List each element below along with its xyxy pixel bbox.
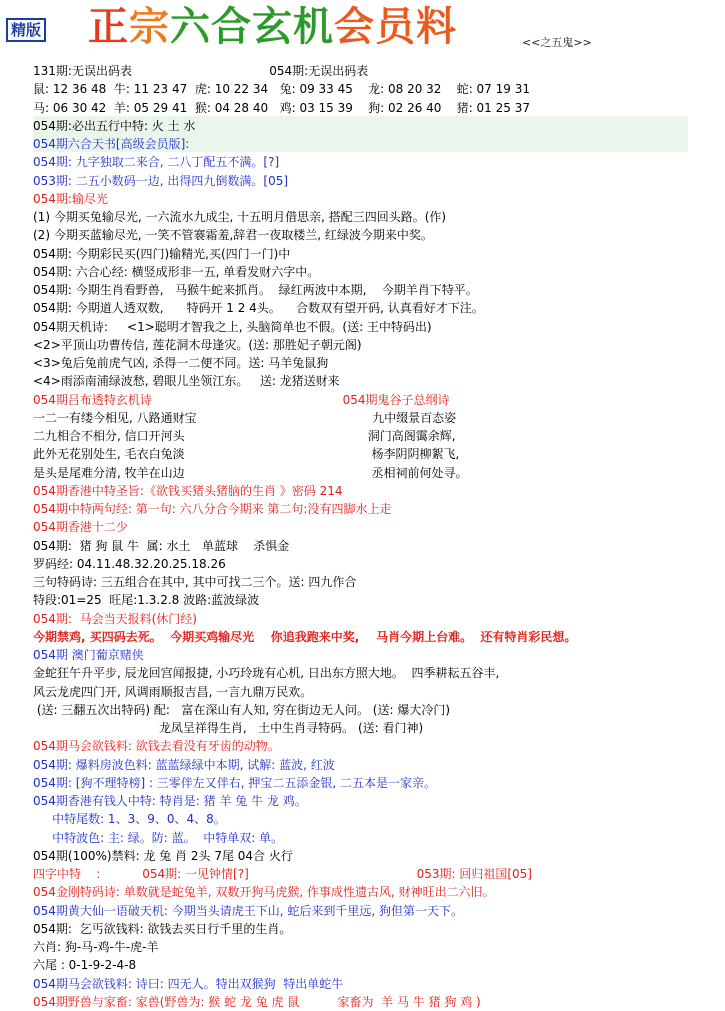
title-char: 员 [375, 4, 416, 50]
text-line: 054期: 今期生肖看野兽, 马猴牛蛇来抓肖。 绿红两波中本期, 今期羊肖下特平。 [33, 283, 478, 297]
text-line: 054期香港有钱人中特: 特肖是: 猪 羊 兔 牛 龙 鸡。 [33, 794, 307, 808]
text-line: 054期: 今期彩民买(四门)输精光,买(四门一门)中 [33, 246, 291, 261]
text-line: 054期:输尽光 [33, 191, 108, 206]
text-line: 054期: 乞丐欲钱料: 欲钱去买日行千里的生肖。 [33, 921, 292, 936]
title-tail: <<之五鬼>> [522, 36, 592, 49]
text-line: (送: 三翻五次出特码) 配: 富在深山有人知, 穷在街边无人问。 (送: 爆大冷门) [33, 702, 451, 717]
text-line: 054期香港中特圣旨:《欲钱买猪头猪脑的生肖 》密码 214 [33, 483, 343, 498]
text-line: 131期:无误出码表 054期:无误出码表 [33, 64, 369, 78]
title-char: 合 [211, 4, 252, 50]
text-line: 054期香港十二少 [33, 520, 128, 535]
text-line: <4>雨添南浦绿波愁, 碧眼儿坐领江东。 送: 龙猪送财来 [33, 374, 340, 389]
text-line: 三句特码诗: 三五组合在其中, 其中可找二三个。送: 四九作合 [33, 575, 357, 589]
text-line: 一二一有缕今相见, 八路通财宝 九中缀景百态姿 [33, 410, 457, 425]
text-line: 龙凤呈祥得生肖, 土中生肖寻特码。 (送: 看门神) [33, 721, 424, 735]
title-char: 机 [293, 4, 334, 50]
text-line: 054期(100%)禁料: 龙 兔 肖 2头 7尾 04合 火行 [33, 848, 293, 863]
text-line: 此外无花别处生, 毛衣白兔淡 杨李阴阴柳絮飞, [33, 447, 460, 462]
text-line: 特段:01=25 旺尾:1.3.2.8 波路:蓝波绿波 [33, 593, 260, 608]
text-line: 二九相合不相分, 信口开河头 洞门高阁霭余辉, [33, 429, 456, 443]
text-line: 054期: [狗不理特榜] : 三零伴左又伴右, 押宝二五添金银, 二五本是一家亲。 [33, 775, 437, 790]
text-line: 053期: 二五小数码一边, 出得四九倒数满。[05] [33, 173, 289, 188]
text-line: 鼠: 12 36 48 牛: 11 23 47 虎: 10 22 34 兔: 09 33 45 龙: 08 20 32 蛇: 07 19 31 [33, 82, 530, 97]
text-line: (1) 今期买兔输尽光, 一六流水九成尘, 十五明月借思亲, 搭配三四回头路。(作) [33, 210, 447, 224]
title-char: 六 [170, 4, 211, 50]
text-line: 六肖: 狗-马-鸡-牛-虎-羊 [33, 940, 159, 954]
page-header [0, 0, 725, 58]
text-line: 054期: 六合心经: 横竖成形非一五, 单看发财六字中。 [33, 264, 320, 279]
text-line: 风云龙虎四门开, 风调雨顺报吉昌, 一言九鼎万民欢。 [33, 684, 313, 699]
text-line: 今期禁鸡, 买四码去死。 今期买鸡输尽光 你追我跑来中奖, 马肖今期上台难。 还有特肖彩民想。 [33, 629, 577, 644]
text-line: 中特尾数: 1、3、9、0、4、8。 [33, 812, 226, 827]
text-line: 中特波色: 主: 绿。防: 蓝。 中特单双: 单。 [33, 830, 284, 845]
text-line: 四字中特 : 054期: 一见钟情[?] 053期: 回归祖国[05] [33, 867, 532, 881]
text-line: 054期马会欲钱料: 诗曰: 四无人。特出双猴狗 特出单蛇牛 [33, 976, 344, 991]
text-line: 054期 澳门葡京赌侠 [33, 648, 144, 662]
text-line: 054期: 今期道人透双数, 特码开 1 2 4头。 合数双有望开码, 认真看好才下注。 [33, 301, 484, 316]
title-char: 玄 [252, 4, 293, 50]
text-line: 054期: 马会当天报料(休门经) [33, 611, 197, 626]
text-line: 马: 06 30 42 羊: 05 29 41 猴: 04 28 40 鸡: 03 15 39 狗: 02 26 40 猪: 01 25 37 [33, 100, 530, 115]
edition-badge: 精版 [6, 18, 46, 42]
text-line: 054期中特两句经: 第一句: 六八分合今期来 第二句:没有四脚水上走 [33, 502, 392, 516]
text-line: 罗码经: 04.11.48.32.20.25.18.26 [33, 556, 226, 571]
text-line: 054期马会欲钱料: 欲钱去看没有牙齿的动物。 [33, 739, 280, 754]
title-char: 正 [88, 4, 129, 50]
text-line: (2) 今期买蓝输尽光, 一笑不管褰霜羞,辞君一夜取楼兰, 红绿波今期来中奖。 [33, 228, 433, 243]
text-line: <3>兔后兔前虎气凶, 杀得一二便不同。送: 马羊兔鼠狗 [33, 356, 329, 370]
title-char: 会 [334, 4, 375, 50]
text-line: 054期吕布透特玄机诗 054期鬼谷子总纲诗 [33, 392, 450, 407]
title-char: 宗 [129, 4, 170, 50]
text-line: 054金刚特码诗: 单数就是蛇兔羊, 双数开狗马虎猴, 作事成性遗古风, 财神旺出二六旧。 [33, 885, 495, 900]
text-line: 054期野兽与家畜: 家兽(野兽为: 猴 蛇 龙 兔 虎 鼠 家畜为 羊 马 牛 猪 狗 鸡 ) [33, 994, 481, 1009]
text-line: 054期黄大仙一语破天机: 今期当头请虎王下山, 蛇后来到千里远, 狗但第一天下。 [33, 903, 464, 918]
page-title [88, 2, 457, 52]
text-line: 是头是尾难分清, 牧羊在山边 丞相祠前何处寻。 [33, 465, 468, 480]
text-line: 六尾 : 0-1-9-2-4-8 [33, 958, 137, 973]
text-line: 金蛇狂午升平步, 辰龙回宫闻报捷, 小巧玲珑有心机, 日出东方照大地。 四季耕耘五谷丰, [33, 666, 500, 681]
text-line: 054期: 九字独取二来合, 二八丁配五不满。[?] [33, 155, 280, 170]
text-line: 054期天机诗: <1>聪明才智我之上, 头脑简单也不假。(送: 王中特码出) [33, 319, 432, 334]
text-line: 054期六合天书[高级会员版]: [33, 137, 190, 151]
text-line: 054期: 猪 狗 鼠 牛 属: 水土 单蓝球 杀惧金 [33, 538, 290, 553]
text-line: <2>平顶山功曹传信, 莲花洞木母逢灾。(送: 那胜妃子朝元阁) [33, 337, 362, 352]
title-char: 料 [416, 4, 457, 50]
text-line: 054期:必出五行中特: 火 土 水 [33, 118, 196, 133]
text-line: 054期: 爆料房波色料: 蓝蓝绿绿中本期, 试解: 蓝波, 红波 [33, 757, 335, 772]
